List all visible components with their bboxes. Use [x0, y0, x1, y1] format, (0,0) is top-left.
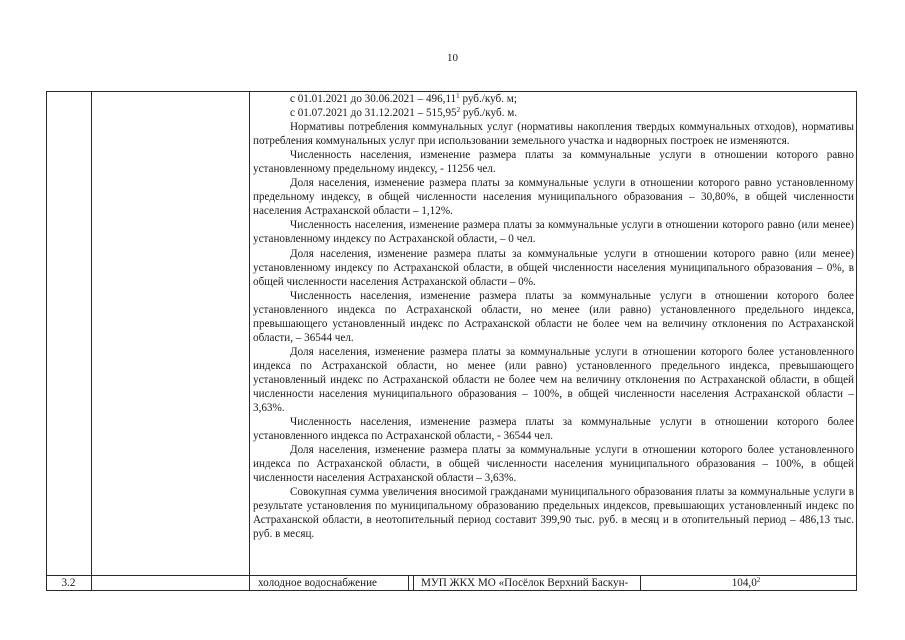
table-border-left — [46, 91, 47, 591]
tariff-line-2: с 01.07.2021 до 31.12.2021 – 515,95$^2$ руб./куб. м. — [290, 106, 518, 120]
row2-divider-c — [640, 576, 641, 591]
document-table — [46, 91, 857, 591]
paragraph-norms: Нормативы потребления коммунальных услуг (нормативы накопления твердых коммунальных отходов), нормативы потребления коммунальных услуг при использовании земельного участка и надворных построек не изменяются. — [253, 121, 854, 148]
table-border-right — [856, 91, 857, 591]
row2-divider-a — [408, 576, 409, 591]
column-divider-1 — [91, 91, 92, 591]
description-cell — [253, 92, 854, 542]
paragraph-population-within-deviation: Численность населения, изменение размера платы за коммунальные услуги в отношении которого более установленного индекса по Астраханской области, но менее (или равно) установленного предельного индекса, превышающего установленный индекс по Астраханской области не более чем на величину отклонения по Астраханской области, – 36544 чел. — [253, 289, 854, 344]
paragraph-population-below-index: Численность населения, изменение размера платы за коммунальные услуги в отношении которого равно (или менее) установленному индексу по Астраханской области, – 0 чел. — [253, 219, 854, 246]
paragraph-share-equal-limit: Доля населения, изменение размера платы за коммунальные услуги в отношении которого равно установленному предельному индексу, в общей численности населения муниципального образования – 30,80%, в общей численности населения Астраханской области – 1,12%. — [253, 177, 854, 218]
column-divider-2 — [249, 91, 250, 591]
organization-name: МУП ЖКХ МО «Посёлок Верхний Баскун- — [421, 577, 629, 589]
row2-divider-b — [413, 576, 414, 591]
index-value: 104,0$^2$ — [731, 576, 761, 589]
paragraph-share-within-deviation: Доля населения, изменение размера платы за коммунальные услуги в отношении которого более установленного индекса по Астраханской области, но менее (или равно) установленного предельного индекса, превышающего установленный индекс по Астраханской области не более чем на величину отклонения по Астраханской области, в общей численности населения муниципального образования – 100%, в общей численности населения Астраханской области – 3,63%. — [253, 345, 854, 415]
paragraph-population-equal-limit: Численность населения, изменение размера платы за коммунальные услуги в отношении которого равно установленному предельному индексу, - 11256 чел. — [253, 149, 854, 176]
service-name: холодное водоснабжение — [258, 577, 377, 589]
paragraph-population-above-index: Численность населения, изменение размера платы за коммунальные услуги в отношении которого более установленного индекса по Астраханской области, - 36544 чел. — [253, 416, 854, 443]
tariff-line-1: с 01.01.2021 до 30.06.2021 – 496,11$^1$ руб./куб. м; — [290, 92, 517, 105]
paragraph-share-above-index: Доля населения, изменение размера платы за коммунальные услуги в отношении которого более установленного индекса по Астраханской области, в общей численности населения муниципального образования – 100%, в общей численности населения Астраханской области – 3,63%. — [253, 444, 854, 485]
paragraph-total-increase: Совокупная сумма увеличения вносимой гражданами муниципального образования платы за коммунальные услуги в результате установления по муниципальному образованию предельных индексов, превышающих установленный индекс по Астраханской области, в неотопительный период составит 399,90 тыс. руб. в месяц и в отопительный период – 486,13 тыс. руб. в месяц. — [253, 486, 854, 541]
row-number: 3.2 — [61, 577, 76, 589]
page-number: 10 — [447, 52, 458, 64]
paragraph-share-below-index: Доля населения, изменение размера платы за коммунальные услуги в отношении которого равно (или менее) установленному индексу по Астраханской области, в общей численности населения муниципального образования – 0%, в общей численности населения Астраханской области – 0%. — [253, 247, 854, 288]
